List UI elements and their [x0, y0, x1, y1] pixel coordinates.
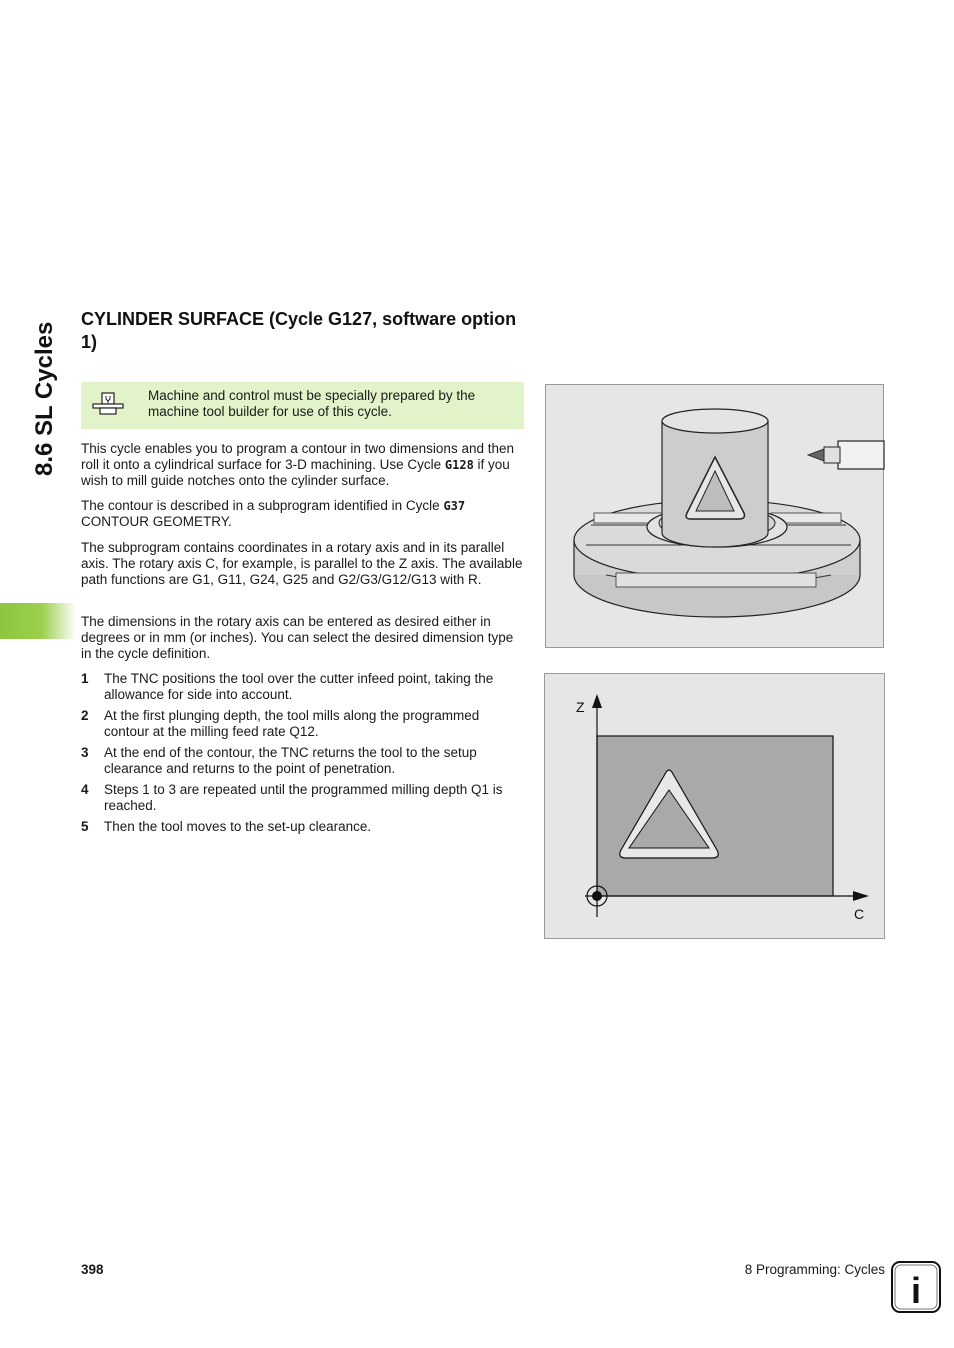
- step-text: Then the tool moves to the set-up clearance.: [104, 819, 372, 834]
- info-letter: i: [910, 1270, 922, 1311]
- step-number: 5: [81, 819, 89, 834]
- paragraph-2: [81, 498, 523, 530]
- list-item: [81, 819, 523, 835]
- paragraph-1: [81, 441, 523, 489]
- paragraph-4: [81, 614, 523, 662]
- paragraph-2-text-b: CONTOUR GEOMETRY.: [81, 514, 232, 529]
- datum-center: [592, 891, 602, 901]
- list-item: [81, 708, 523, 740]
- step-text: At the first plunging depth, the tool mills along the programmed contour at the milling feed rate Q12.: [104, 708, 480, 739]
- cycle-code-g37: G37: [443, 499, 466, 513]
- page-number: 398: [81, 1262, 104, 1277]
- step-text: At the end of the contour, the TNC returns the tool to the setup clearance and returns to the point of penetration.: [104, 745, 477, 776]
- step-number: 1: [81, 671, 89, 686]
- chapter-label: 8 Programming: Cycles: [744, 1262, 885, 1277]
- cylinder-illustration: [546, 385, 885, 649]
- paragraph-3-text: The subprogram contains coordinates in a rotary axis and in its parallel axis. The rotary axis C, for example, is parallel to the Z axis. The available path functions are G1, G11, G24, G25 and G2/G3/G12/G13 with R.: [81, 540, 523, 587]
- note-text: Machine and control must be specially prepared by the machine tool builder for use of this cycle.: [148, 388, 476, 419]
- info-icon[interactable]: [890, 1260, 942, 1314]
- paragraph-1-text-b: if you wish to mill guide notches onto the cylinder surface.: [81, 457, 510, 488]
- paragraph-1-text-a: This cycle enables you to program a contour in two dimensions and then roll it onto a cylindrical surface for 3-D machining. Use Cycle: [81, 441, 514, 472]
- paragraph-4-text: The dimensions in the rotary axis can be entered as desired either in degrees or in mm (or inches). You can select the desired dimension type in the cycle definition.: [81, 614, 514, 661]
- z-axis-label: Z: [576, 699, 585, 715]
- step-number: 2: [81, 708, 89, 723]
- list-item: [81, 782, 523, 814]
- z-axis-arrow: [592, 694, 602, 708]
- cycle-code-g128: G128: [444, 458, 474, 472]
- unrolled-contour-figure: [544, 673, 885, 939]
- cylinder-figure: [545, 384, 884, 648]
- unrolled-surface: [597, 736, 833, 896]
- paragraph-3: [81, 540, 523, 588]
- c-axis-arrow: [853, 891, 869, 901]
- chapter-green-tab: [0, 603, 76, 639]
- list-item: [81, 671, 523, 703]
- list-item: [81, 745, 523, 777]
- note-box: [81, 382, 524, 429]
- contour-diagram: [545, 674, 886, 940]
- step-number: 4: [81, 782, 89, 797]
- side-tab-text: 8.6 SL Cycles: [31, 321, 58, 476]
- step-text: The TNC positions the tool over the cutter infeed point, taking the allowance for side into account.: [104, 671, 494, 702]
- side-tab-label: [8, 312, 68, 482]
- step-list: [81, 671, 523, 840]
- section-heading: CYLINDER SURFACE (Cycle G127, software option 1): [81, 309, 517, 352]
- side-tab-label-graphic: [8, 312, 68, 482]
- c-axis-label: C: [854, 906, 865, 922]
- step-number: 3: [81, 745, 89, 760]
- machine-tool-icon: [91, 391, 125, 419]
- step-text: Steps 1 to 3 are repeated until the programmed milling depth Q1 is reached.: [104, 782, 503, 813]
- paragraph-2-text-a: The contour is described in a subprogram identified in Cycle: [81, 498, 444, 513]
